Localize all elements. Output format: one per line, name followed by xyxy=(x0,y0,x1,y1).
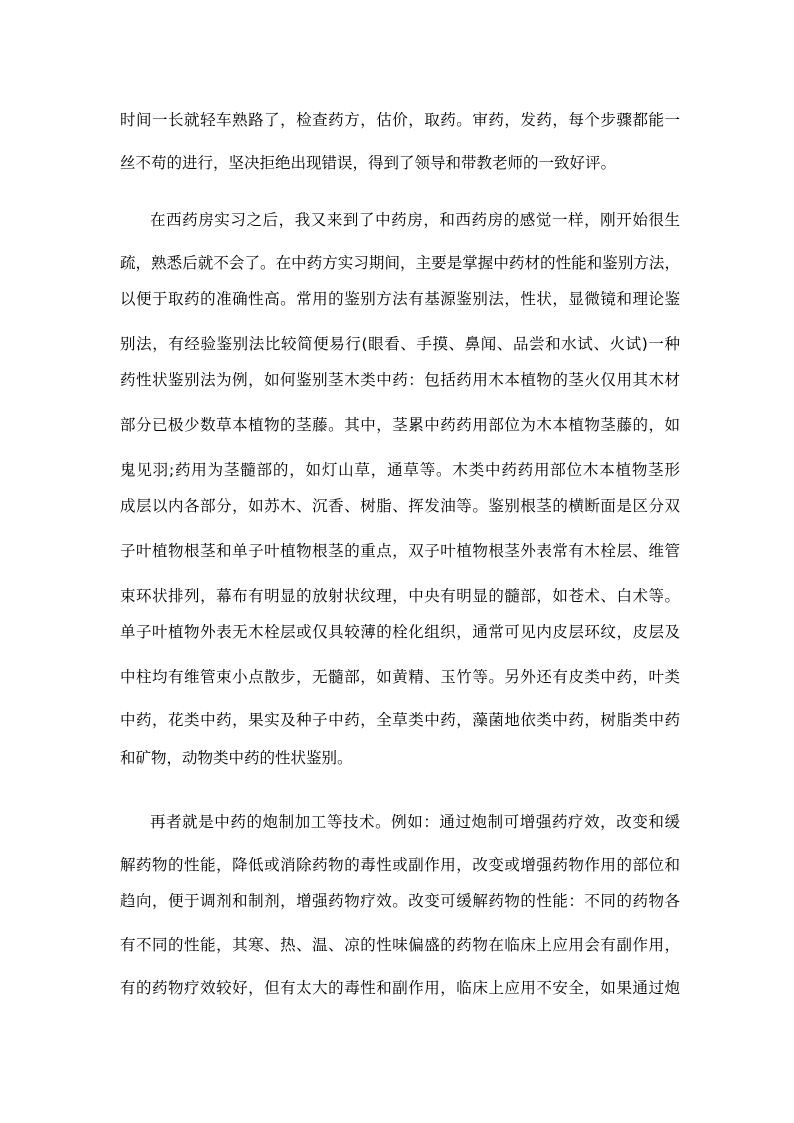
paragraph-2-line-5: 药性状鉴别法为例，如何鉴别茎木类中药：包括药用木本植物的茎火仅用其木材 xyxy=(120,371,680,389)
paragraph-2-line-13: 中药，花类中药，果实及种子中药，全草类中药，藻菌地依类中药，树脂类中药 xyxy=(120,711,680,729)
paragraph-2-line-11: 单子叶植物外表无木栓层或仅具较薄的栓化组织，通常可见内皮层环纹，皮层及 xyxy=(120,623,680,641)
paragraph-2-line-10: 束环状排列，幕布有明显的放射状纹理，中央有明显的髓部，如苍术、白术等。 xyxy=(120,587,680,605)
paragraph-2-line-4: 别法，有经验鉴别法比较简便易行(眼看、手摸、鼻闻、品尝和水试、火试)一种 xyxy=(120,335,680,353)
paragraph-2-line-14: 和矿物，动物类中药的性状鉴别。 xyxy=(120,749,353,767)
paragraph-2-line-3: 以便于取药的准确性高。常用的鉴别方法有基源鉴别法，性状，显微镜和理论鉴 xyxy=(120,290,680,308)
paragraph-2-line-8: 成层以内各部分，如苏木、沉香、树脂、挥发油等。鉴别根茎的横断面是区分双 xyxy=(120,497,680,515)
paragraph-2-line-2: 疏，熟悉后就不会了。在中药方实习期间，主要是掌握中药材的性能和鉴别方法， xyxy=(120,254,680,272)
paragraph-3-line-3: 趋向，便于调剂和制剂，增强药物疗效。改变可缓解药物的性能：不同的药物各 xyxy=(120,892,680,910)
paragraph-3-line-4: 有不同的性能，其寒、热、温、凉的性味偏盛的药物在临床上应用会有副作用， xyxy=(120,936,680,954)
paragraph-1-line-1: 时间一长就轻车熟路了，检查药方，估价，取药。审药，发药，每个步骤都能一 xyxy=(120,111,680,129)
paragraph-3-line-5: 有的药物疗效较好，但有太大的毒性和副作用，临床上应用不安全，如果通过炮 xyxy=(120,979,680,997)
paragraph-2-line-6: 部分已极少数草本植物的茎藤。其中，茎累中药药用部位为木本植物茎藤的，如 xyxy=(120,416,680,434)
paragraph-1-line-2: 丝不苟的进行，坚决拒绝出现错误，得到了领导和带教老师的一致好评。 xyxy=(120,154,617,172)
paragraph-2-line-7: 鬼见羽;药用为茎髓部的，如灯山草，通草等。木类中药药用部位木本植物茎形 xyxy=(120,461,680,479)
paragraph-2-line-12: 中柱均有维管束小点散步，无髓部，如黄精、玉竹等。另外还有皮类中药，叶类 xyxy=(120,668,680,686)
paragraph-2-line-9: 子叶植物根茎和单子叶植物根茎的重点，双子叶植物根茎外表常有木栓层、维管 xyxy=(120,542,680,560)
paragraph-3-line-1: 再者就是中药的炮制加工等技术。例如：通过炮制可增强药疗效，改变和缓 xyxy=(150,813,680,831)
paragraph-2-line-1: 在西药房实习之后，我又来到了中药房，和西药房的感觉一样，刚开始很生 xyxy=(150,211,680,229)
paragraph-3-line-2: 解药物的性能，降低或消除药物的毒性或副作用，改变或增强药物作用的部位和 xyxy=(120,856,680,874)
